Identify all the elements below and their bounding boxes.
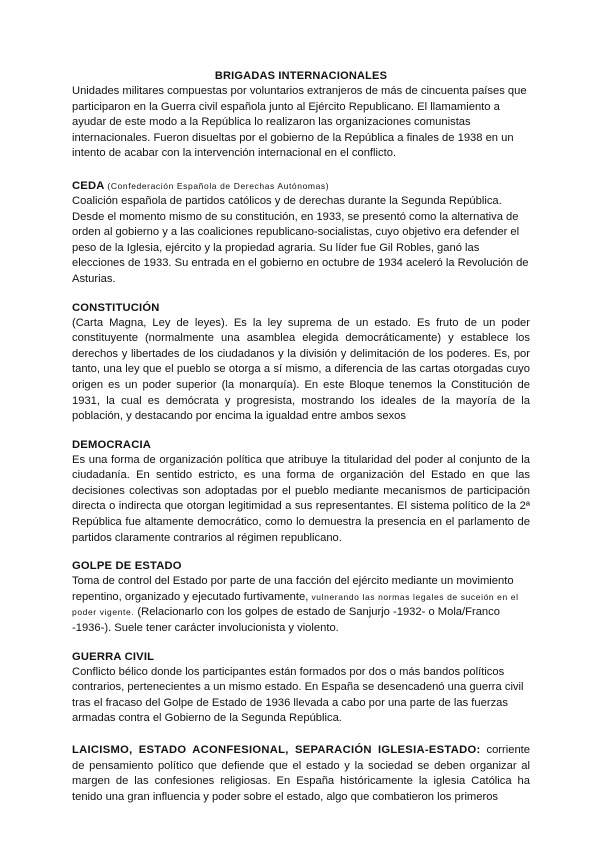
document-page <box>72 70 530 805</box>
section-democracia <box>72 439 530 547</box>
brigadas-body: Unidades militares compuestas por voluntarios extranjeros de más de cincuenta países que participaron en la Guerra civil española junto al Ejército Republicano. El llamamiento a ayudar de este modo a la República lo realizaron las organizaciones comunistas internacionales. Fueron disueltas por el gobierno de la República a finales de 1938 en un intento de acabar con la intervención internacional en el conflicto. <box>72 85 527 160</box>
democracia-body: Es una forma de organización política que atribuye la titularidad del poder al conjunto de la ciudadanía. En sentido estricto, es una forma de organización del Estado en que las decisiones colectivas son adoptadas por el pueblo mediante mecanismos de participación directa o indirecta que otorgan legitimidad a sus representantes. El sistema político de la 2ª República fue altamente democrático, como lo demuestra la presencia en el parlamento de partidos claramente contrarios al régimen republicano. <box>72 453 530 544</box>
laicismo-title: LAICISMO, ESTADO ACONFESIONAL, SEPARACIÓN IGLESIA-ESTADO: <box>72 744 481 756</box>
golpe-body <box>72 574 530 636</box>
section-ceda <box>72 180 530 288</box>
ceda-heading <box>72 180 530 192</box>
golpe-body-a: Toma de control del Estado por parte de una facción del ejército mediante un movimiento repentino, organizado y ejecutado furtivamente, <box>72 575 514 603</box>
section-golpe <box>72 560 530 636</box>
guerra-body: Conflicto bélico donde los participantes están formados por dos o más bandos políticos contrarios, pertenecientes a un mismo estado. En España se desencadenó una guerra civil tras el fracaso del Golpe de Estado de 1936 llevada a cabo por una parte de las fuerzas armadas contra el Gobierno de la Segunda República. <box>72 665 524 725</box>
constitucion-title: CONSTITUCIÓN <box>72 301 160 314</box>
ceda-body: Coalición española de partidos católicos y de derechas durante la Segunda República. Desde el momento mismo de su constitución, en 1933, se presentó como la alternativa de orden al gobierno y a las coaliciones republicano-socialistas, cuyo objetivo era defender el peso de la Iglesia, ejército y la propiedad agraria. Su líder fue Gil Robles, ganó las elecciones de 1933. Su entrada en el gobierno en octubre de 1934 aceleró la Revolución de Asturias. <box>72 194 529 285</box>
guerra-title: GUERRA CIVIL <box>72 650 155 663</box>
golpe-body-b: (Relacionarlo con los golpes de estado de Sanjurjo -1932- o Mola/Franco -1936-). Suele tener carácter involucionista y violento. <box>72 606 500 635</box>
ceda-title: CEDA <box>72 179 105 192</box>
golpe-title: GOLPE DE ESTADO <box>72 560 182 573</box>
democracia-title: DEMOCRACIA <box>72 438 152 451</box>
section-constitucion <box>72 302 530 425</box>
laicismo-body: corriente de pensamiento político que defiende que el estado y la sociedad se deben organizar al margen de las confesiones religiosas. En España históricamente la iglesia Católica ha tenido una gran influencia y poder sobre el estado, algo que combatieron los primeros <box>72 744 530 803</box>
laicismo-paragraph <box>72 743 530 805</box>
ceda-subtitle: (Confederación Española de Derechas Autónomas) <box>107 180 330 191</box>
section-guerra <box>72 651 530 727</box>
brigadas-title: BRIGADAS INTERNACIONALES <box>214 70 388 82</box>
section-brigadas <box>72 70 530 162</box>
golpe-body-small: vulnerando las normas legales de suceión en el poder vigente. <box>72 591 519 618</box>
constitucion-body: (Carta Magna, Ley de leyes). Es la ley suprema de un estado. Es fruto de un poder constituyente (normalmente una asamblea elegida democráticamente) y establece los derechos y libertades de los ciudadanos y la división y delimitación de los poderes. Es, por tanto, una ley que el pueblo se otorga a sí mismo, a diferencia de las cartas otorgadas cuyo origen es un poder superior (la monarquía). En este Bloque tenemos la Constitución de 1931, la cual es demócrata y progresista, mostrando los ideales de la mayoría de la población, y destacando por encima la igualdad entre ambos sexos <box>72 316 530 423</box>
section-laicismo <box>72 743 530 805</box>
